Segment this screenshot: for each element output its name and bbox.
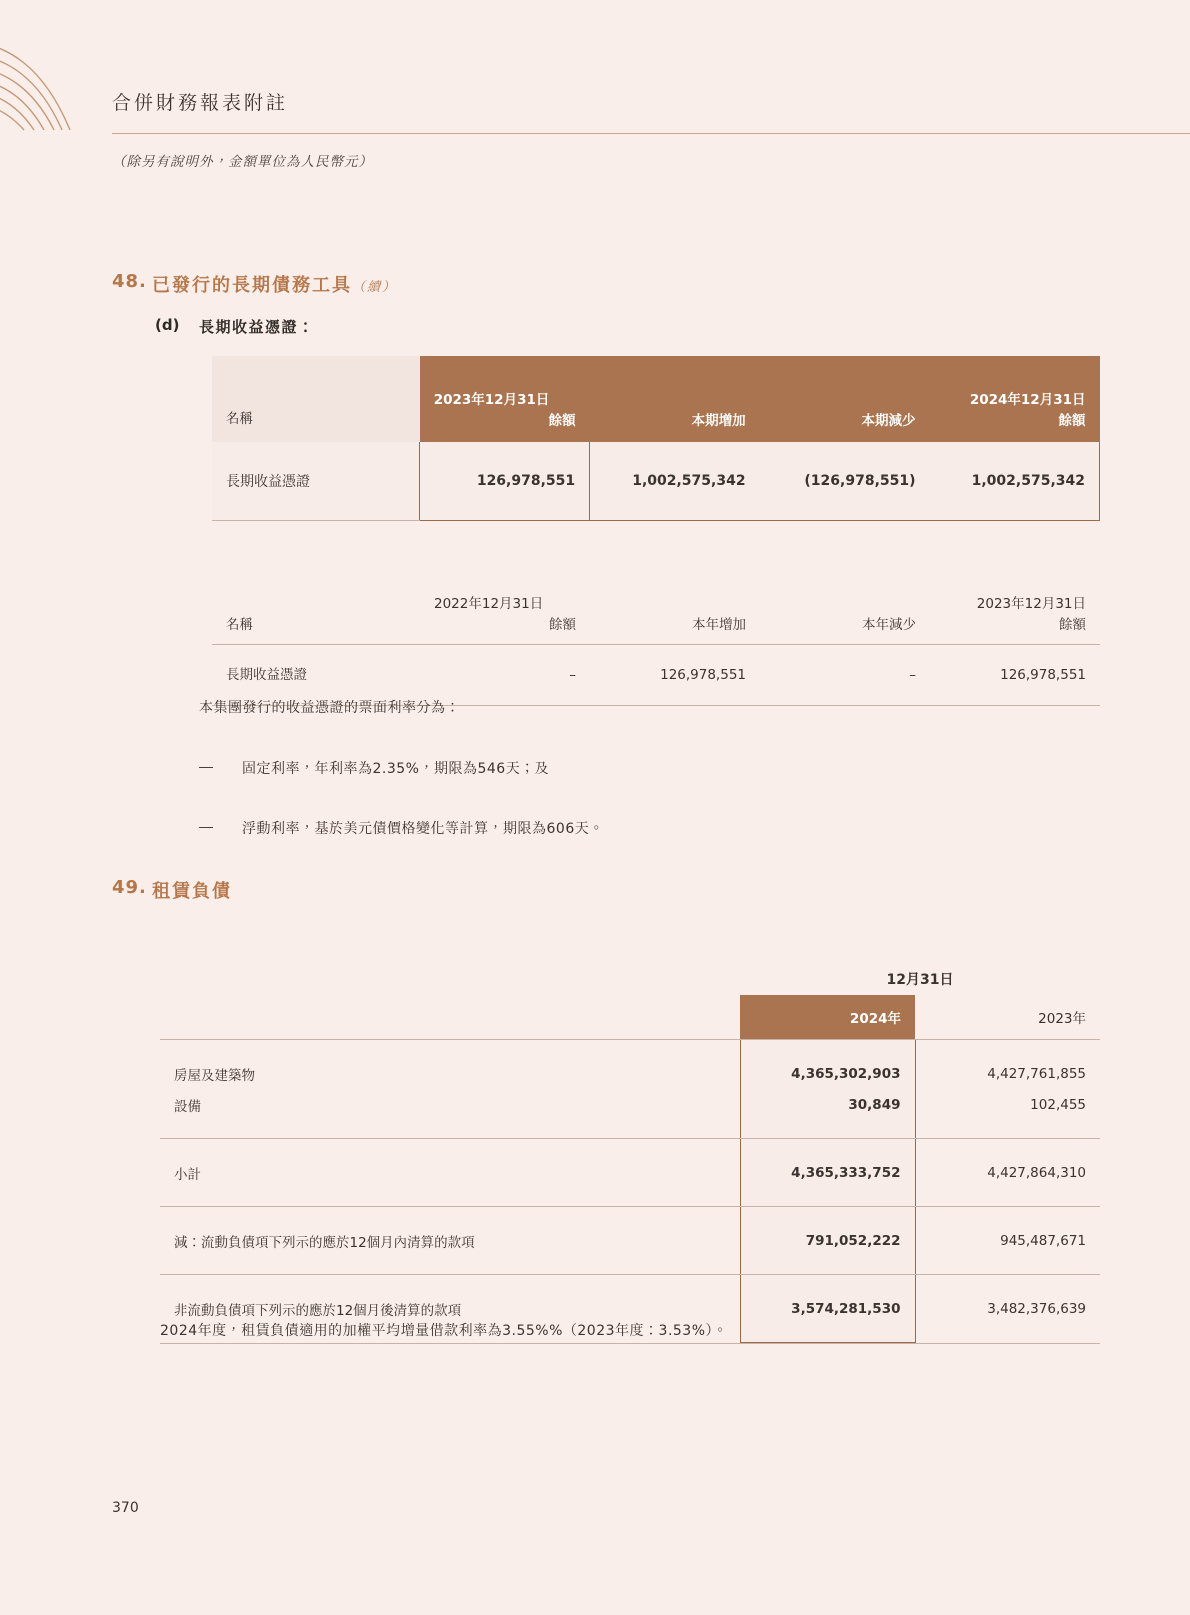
year-header-spacer [160,995,740,1039]
page-header [0,0,1190,135]
note-48-continued: （續） [352,280,398,295]
row-increase: 1,002,575,342 [590,442,760,521]
table-bottom-rule [160,1343,1100,1344]
table-header-row [212,570,1100,644]
header-divider [112,133,1190,134]
spacer-row [160,1188,1100,1206]
col-header-closing-2023 [930,570,1100,644]
col-header-name: 名稱 [226,617,253,634]
col-header-opening-2022 [420,570,590,644]
table-row [160,1089,1100,1120]
col-header-opening-2022-line2: 餘額 [549,617,576,634]
row-2024-subtotal: 4,365,333,752 [740,1157,915,1188]
col-header-opening-2022-line1: 2022年12月31日 [434,596,544,613]
table-row [160,1058,1100,1089]
spacer-row [160,1120,1100,1138]
bullet-mark-2: — [199,818,213,834]
col-header-2024: 2024年 [740,995,915,1039]
note-48-title [152,271,397,297]
row-label-equipment: 設備 [174,1098,201,1115]
note-48-number: 48. [112,271,147,292]
table-date-header-row [160,955,1100,995]
row-2023-equipment: 102,455 [1030,1096,1086,1113]
coupon-rate-intro: 本集團發行的收益憑證的票面利率分為： [199,700,460,716]
table-row [212,442,1100,521]
col-header-decrease-text: 本期減少 [861,413,916,430]
row-2023-noncurrent-portion: 3,482,376,639 [987,1300,1086,1317]
row-decrease: (126,978,551) [760,442,930,521]
col-header-increase [590,570,760,644]
spacer-row [160,1207,1100,1226]
col-header-opening-2023 [420,356,590,442]
long-term-income-certificates-2024-table [212,356,1100,521]
row-2024-equipment: 30,849 [740,1089,915,1120]
col-header-2023: 2023年 [1038,1011,1086,1027]
bullet-mark-1: — [199,758,213,774]
table-header-row [212,356,1100,442]
row-label-buildings: 房屋及建築物 [174,1067,255,1084]
col-header-decrease-text: 本年減少 [862,617,916,634]
spacer-row [160,1275,1100,1294]
note-48d-title: 長期收益憑證： [199,318,315,336]
row-decrease: – [909,666,916,683]
note-49-number: 49. [112,877,147,898]
row-2024-noncurrent-portion: 3,574,281,530 [740,1293,915,1324]
col-header-closing-2024-line1: 2024年12月31日 [969,392,1086,409]
col-header-closing-2024 [930,356,1100,442]
row-label-subtotal: 小計 [174,1166,201,1183]
note-48d-label: (d) [155,316,180,334]
table-row [160,1225,1100,1256]
page-title: 合併財務報表附註 [112,92,289,114]
spacer-row [160,1256,1100,1274]
col-header-decrease [760,356,930,442]
floating-rate-bullet: 浮動利率，基於美元債價格變化等計算，期限為606天。 [242,821,604,837]
spacer-row [160,1040,1100,1059]
date-header-spacer [160,955,740,995]
row-label: 長期收益憑證 [226,666,307,683]
row-2024-current-portion: 791,052,222 [740,1225,915,1256]
row-closing-2023: 126,978,551 [1000,666,1086,683]
col-header-closing-2023-line2: 餘額 [1059,617,1086,634]
row-opening-2022: – [569,666,576,683]
table-year-header-row [160,995,1100,1039]
long-term-income-certificates-2023-table [212,570,1100,706]
col-header-closing-2024-line2: 餘額 [1058,413,1086,430]
row-2023-buildings: 4,427,761,855 [987,1065,1086,1082]
note-48-title-text: 已發行的長期債務工具 [152,275,352,296]
currency-note: （除另有說明外，金額單位為人民幣元） [112,154,373,170]
table-row [212,645,1100,706]
fixed-rate-bullet: 固定利率，年利率為2.35%，期限為546天；及 [242,761,550,777]
date-header-label: 12月31日 [886,972,954,988]
decorative-swoosh-icon [0,30,150,140]
row-label-noncurrent-portion: 非流動負債項下列示的應於12個月後清算的款項 [174,1302,462,1319]
col-header-increase-text: 本期增加 [691,413,746,430]
table-row [160,1157,1100,1188]
row-2023-current-portion: 945,487,671 [1000,1232,1086,1249]
col-header-increase [590,356,760,442]
col-header-closing-2023-line1: 2023年12月31日 [976,596,1086,613]
col-header-increase-text: 本年增加 [692,617,746,634]
row-2024-buildings: 4,365,302,903 [740,1058,915,1089]
col-header-opening-2023-line1: 2023年12月31日 [433,392,550,409]
row-label: 長期收益憑證 [212,442,420,521]
row-2023-subtotal: 4,427,864,310 [987,1164,1086,1181]
note-49-title: 租賃負債 [152,881,232,902]
spacer-row [160,1139,1100,1158]
col-header-decrease [760,570,930,644]
col-header-opening-2023-line2: 餘額 [548,413,576,430]
row-opening-2023: 126,978,551 [420,442,590,521]
row-closing-2024: 1,002,575,342 [930,442,1100,521]
lease-liabilities-table [160,955,1100,1344]
col-header-name: 名稱 [212,356,420,442]
page-number: 370 [112,1500,139,1516]
incremental-borrowing-rate-note: 2024年度，租賃負債適用的加權平均增量借款利率為3.55%%（2023年度：3.53%）。 [160,1323,728,1339]
row-increase: 126,978,551 [660,666,746,683]
row-label-current-portion: 減：流動負債項下列示的應於12個月內清算的款項 [174,1234,475,1251]
